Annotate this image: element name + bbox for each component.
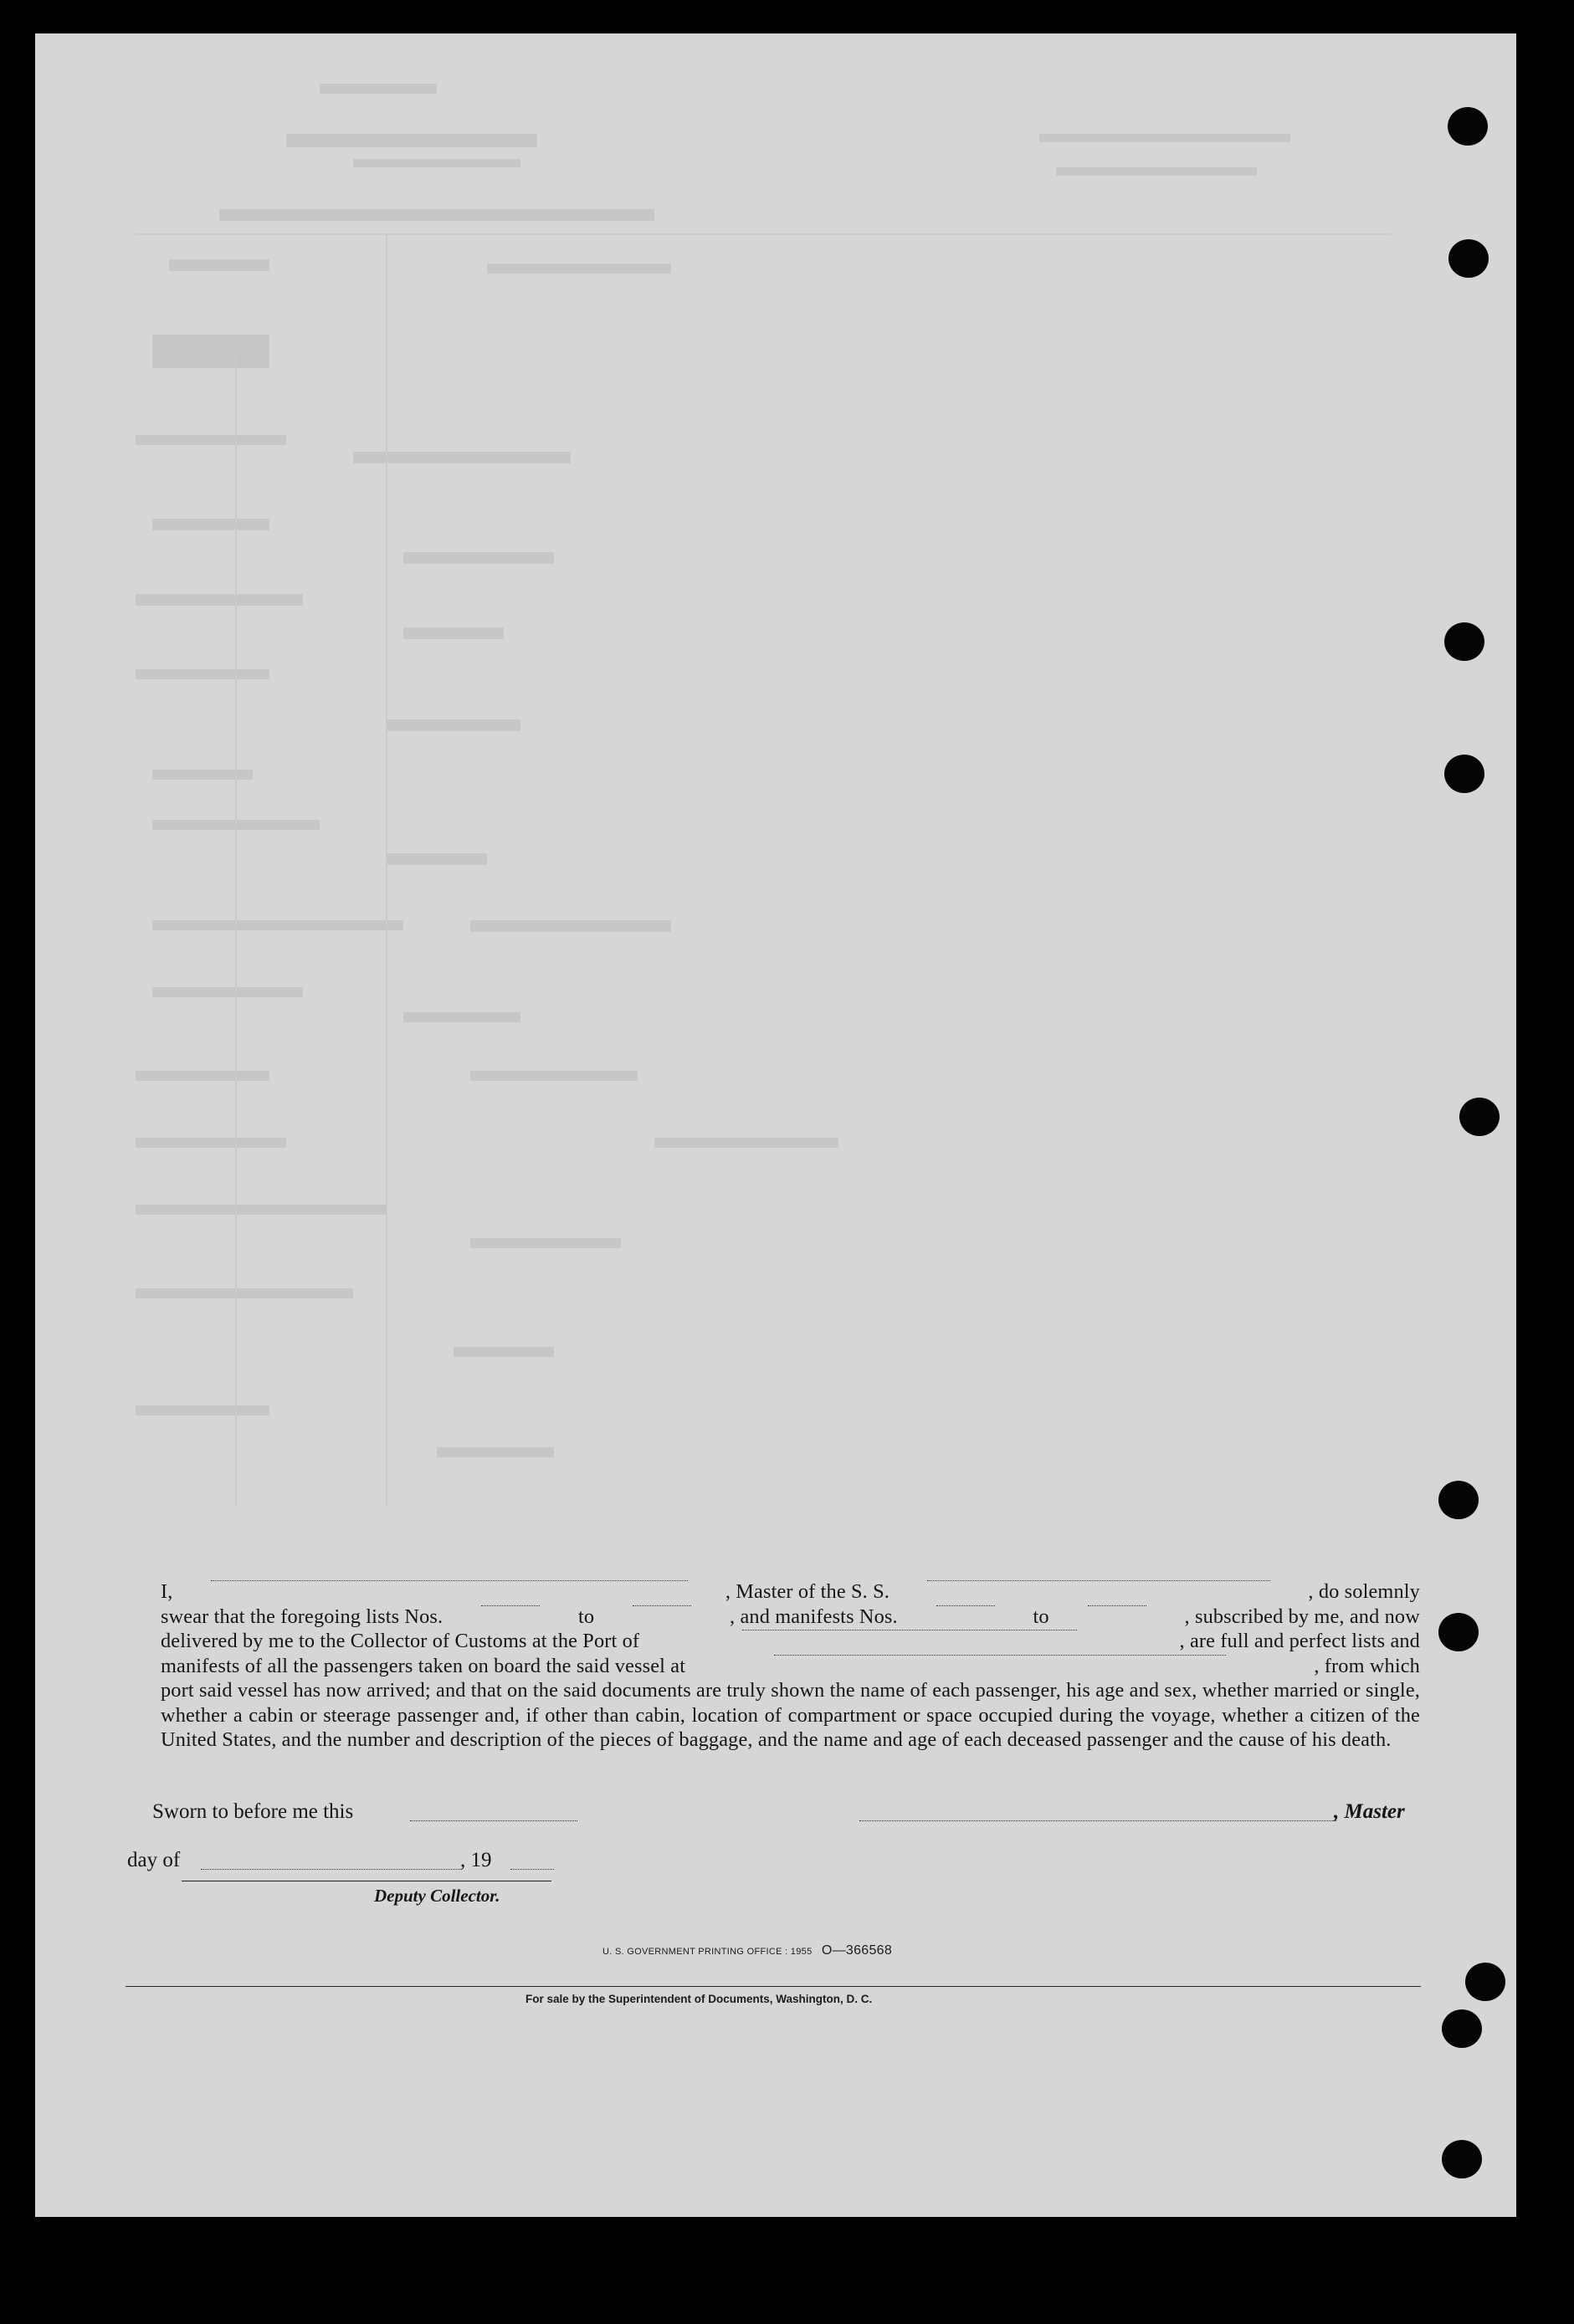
oath-text: , Master of the S. S. [725, 1580, 890, 1603]
oath-text: to [1033, 1605, 1049, 1628]
year-blank [510, 1869, 554, 1870]
master-signature-blank [859, 1820, 1336, 1821]
punch-hole [1438, 1481, 1479, 1519]
manifest-to-blank [1088, 1605, 1146, 1606]
master-name-blank [211, 1579, 688, 1581]
punch-hole [1448, 107, 1488, 146]
printing-office-credit [602, 1943, 892, 1958]
sworn-date-blank [410, 1820, 577, 1821]
oath-body-text: port said vessel has now arrived; and that on the said documents are truly shown the name of each passenger, his age and sex, whether married or single, whether a cabin or steerage passenger and, if other than cabin, location of compartment or space occupied during the voyage, whether a citizen of the United States, and the number and description of the pieces of baggage, and the name and age of each deceased passenger and the cause of his death. [161, 1679, 1420, 1751]
footer-rule [126, 1986, 1421, 1987]
oath-text: , subscribed by me, and now [1184, 1605, 1420, 1628]
document-page [35, 33, 1516, 2217]
departure-port-blank [774, 1654, 1226, 1656]
bleed-through-marks [136, 84, 1391, 1548]
punch-hole [1442, 2140, 1482, 2178]
oath-line-4 [161, 1654, 1420, 1679]
punch-hole [1442, 2009, 1482, 2048]
printing-number: O—366568 [821, 1943, 893, 1958]
oath-line-1 [161, 1579, 1420, 1605]
oath-text: , from which [1314, 1654, 1420, 1677]
manifest-from-blank [936, 1605, 995, 1606]
port-blank [742, 1629, 1077, 1630]
oath-text: delivered by me to the Collector of Customs at the Port of [161, 1630, 640, 1652]
oath-line-2 [161, 1605, 1420, 1630]
punch-hole [1444, 622, 1484, 661]
punch-hole [1465, 1963, 1505, 2001]
list-from-blank [481, 1605, 540, 1606]
punch-hole [1459, 1098, 1500, 1136]
for-sale-notice: For sale by the Superintendent of Documents, Washington, D. C. [526, 1993, 873, 2005]
printing-office-text: U. S. GOVERNMENT PRINTING OFFICE : 1955 [602, 1947, 813, 1957]
oath-text: I, [161, 1580, 173, 1603]
punch-hole [1438, 1613, 1479, 1651]
oath-text: , are full and perfect lists and [1179, 1630, 1420, 1652]
year-label: , 19 [460, 1849, 492, 1871]
sworn-label: Sworn to before me this [152, 1800, 354, 1823]
oath-paragraph [161, 1579, 1420, 1753]
day-of-label: day of [127, 1849, 181, 1871]
oath-text: to [578, 1605, 595, 1628]
oath-line-3 [161, 1629, 1420, 1654]
vessel-name-blank [927, 1579, 1270, 1581]
oath-text: manifests of all the passengers taken on board the said vessel at [161, 1654, 686, 1677]
deputy-collector-label: Deputy Collector. [374, 1886, 500, 1906]
oath-text: swear that the foregoing lists Nos. [161, 1605, 443, 1628]
month-blank [201, 1869, 462, 1870]
list-to-blank [633, 1605, 691, 1606]
oath-text: , do solemnly [1308, 1580, 1420, 1603]
punch-hole [1448, 239, 1489, 278]
punch-hole [1444, 755, 1484, 793]
master-label: , Master [1334, 1800, 1405, 1823]
oath-text: , and manifests Nos. [730, 1605, 898, 1628]
